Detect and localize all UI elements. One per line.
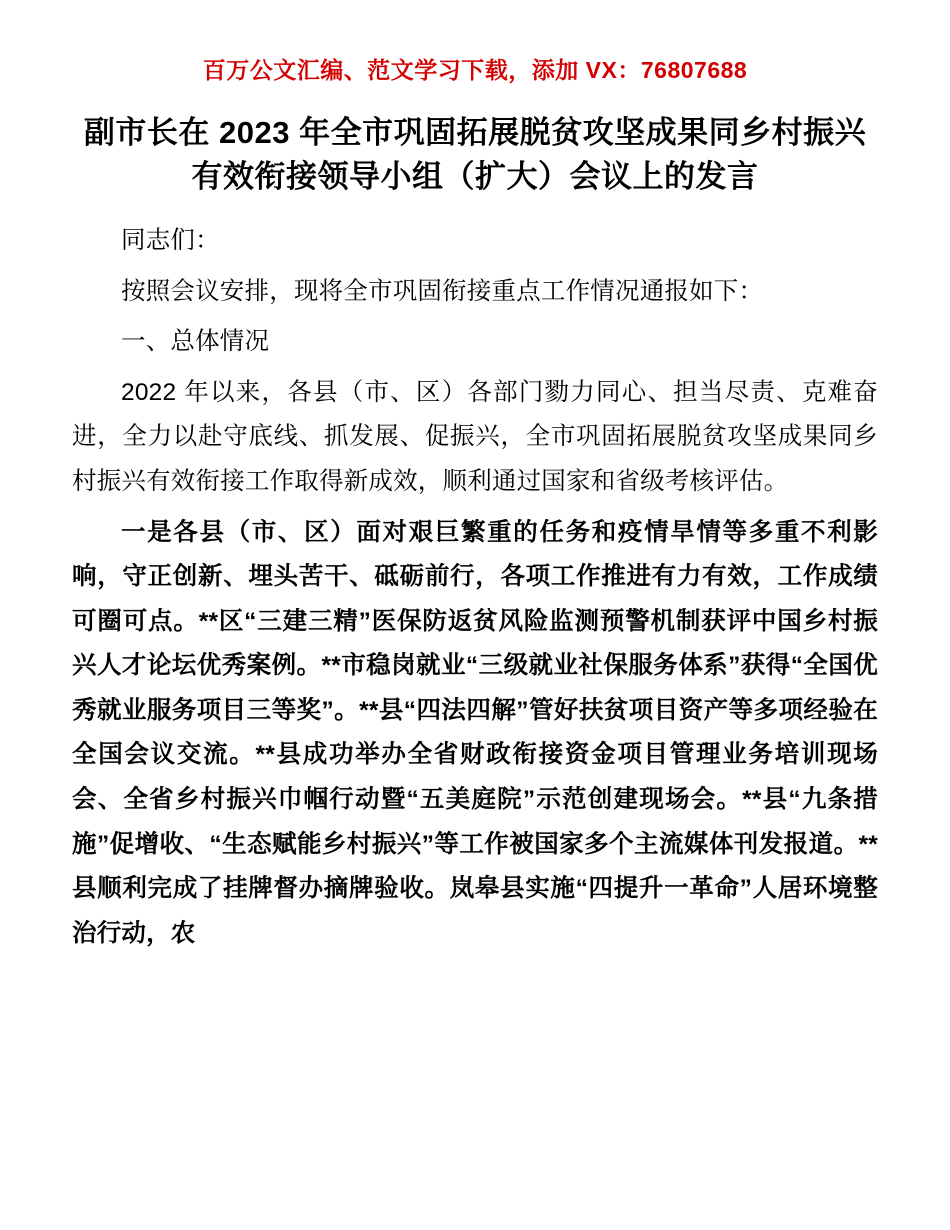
promo-banner: 百万公文汇编、范文学习下载，添加 VX：76807688 [202, 57, 748, 83]
paragraph-intro: 按照会议安排，现将全市巩固衔接重点工作情况通报如下： [121, 277, 764, 305]
paragraph-section1-1: 2022 年以来，各县（市、区）各部门勠力同心、担当尽责、克难奋进，全力以赴守底线、抓发展、促振兴，全市巩固拓展脱贫攻坚成果同乡村振兴有效衔接工作取得新成效，顺利通过国家和省级考核评估。 [72, 378, 878, 495]
paragraph-salutation: 同志们： [121, 227, 220, 255]
paragraph-section1-2: 一是各县（市、区）面对艰巨繁重的任务和疫情旱情等多重不利影响，守正创新、埋头苦干、砥砺前行，各项工作推进有力有效，工作成绩可圈可点。**区“三建三精”医保防返贫风险监测预警机制获评中国乡村振兴人才论坛优秀案例。**市稳岗就业“三级就业社保服务体系”获得“全国优秀就业服务项目三等奖”。**县“四法四解”管好扶贫项目资产等多项经验在全国会议交流。**县成功举办全省财政衔接资金项目管理业务培训现场会、全省乡村振兴巾帼行动暨“五美庭院”示范创建现场会。**县“九条措施”促增收、“生态赋能乡村振兴”等工作被国家多个主流媒体刊发报道。**县顺利完成了挂牌督办摘牌验收。岚皋县实施“四提升一革命”人居环境整治行动，农 [72, 518, 878, 947]
page-title: 副市长在 2023 年全市巩固拓展脱贫攻坚成果同乡村振兴有效衔接领导小组（扩大）会议上的发言 [83, 115, 867, 195]
section-heading-1: 一、总体情况 [121, 328, 270, 356]
